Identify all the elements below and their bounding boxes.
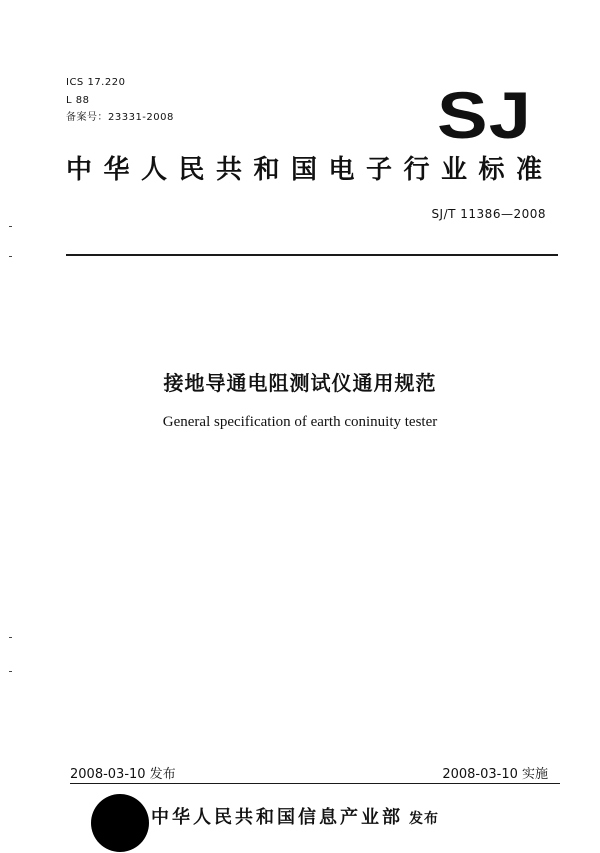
- publisher-suffix: 发布: [409, 811, 439, 827]
- header-divider: [66, 254, 558, 256]
- publisher: [151, 803, 439, 829]
- document-title: 接地导通电阻测试仪通用规范: [163, 371, 437, 395]
- margin-mark: [9, 637, 12, 638]
- issue-date: 2008-03-10 发布: [70, 767, 176, 782]
- publisher-seal-icon: [91, 794, 149, 852]
- document-subtitle: General specification of earth coninuity tester: [162, 414, 438, 430]
- footer-divider: [70, 783, 560, 784]
- margin-mark: [9, 671, 12, 672]
- standard-number: SJ/T 11386—2008: [431, 207, 546, 221]
- margin-mark: [9, 256, 12, 257]
- sj-logo: SJ: [437, 78, 533, 152]
- ccs-code: L 88: [66, 95, 90, 106]
- standard-title: 中华人民共和国电子行业标准: [66, 155, 554, 185]
- ics-code: ICS 17.220: [66, 77, 126, 88]
- filing-number: 备案号：23331-2008: [66, 112, 174, 123]
- margin-mark: [9, 226, 12, 227]
- publisher-name: 中华人民共和国信息产业部: [151, 807, 403, 828]
- implementation-date: 2008-03-10 实施: [442, 767, 548, 782]
